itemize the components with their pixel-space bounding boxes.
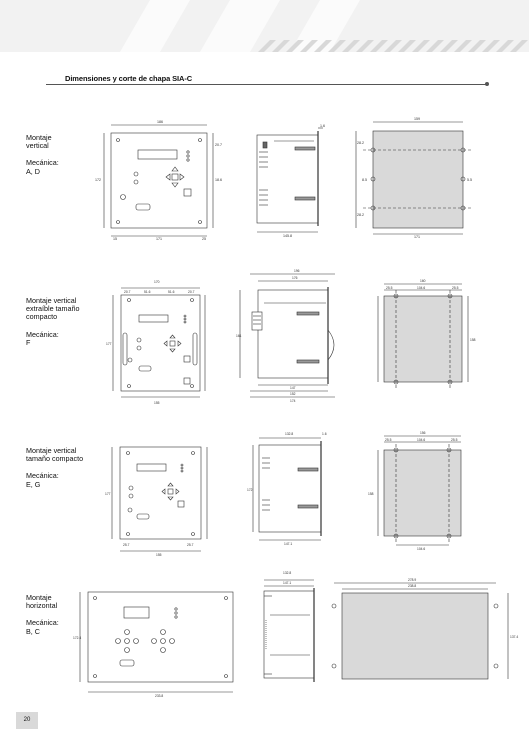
section-4-mec-value: B, C xyxy=(26,626,40,636)
section-3-mec-label: Mecánica: xyxy=(26,471,59,481)
section-3-mec-value: E, G xyxy=(26,479,41,489)
s1-dim-front-side2: 18.6 xyxy=(215,178,222,182)
s1-dim-cut-left1: 28.2 xyxy=(357,141,364,145)
s1-dim-cut-bottom: 171 xyxy=(414,235,420,239)
s4-cut-view xyxy=(332,583,508,679)
s2-dim-cut-h: 158 xyxy=(470,338,476,342)
s4-dim-front-bottom: 233.8 xyxy=(155,694,164,698)
s1-dim-cut-mid: 8.5 xyxy=(362,178,367,182)
s1-dim-side-top: 1.6 xyxy=(320,124,325,128)
s3-dim-front-bottom: 155 xyxy=(156,553,162,557)
section-4-mec-label: Mecánica: xyxy=(26,618,59,628)
s2-dim-front-h: 177 xyxy=(106,342,112,346)
s4-dim-front-h: 172.4 xyxy=(73,636,82,640)
s2-dim-front-bottom: 155 xyxy=(154,401,160,405)
s2-dim-cut-s2: 104.6 xyxy=(417,286,426,290)
s2-side-view xyxy=(240,274,335,397)
s2-dim-side-b2: 152 xyxy=(290,392,296,396)
s3-dim-side-r: 1.6 xyxy=(322,432,327,436)
s2-dim-front-seg1: 20.7 xyxy=(124,290,131,294)
s4-dim-cut-h: 137.4 xyxy=(510,635,519,639)
s3-dim-front-b1: 25.7 xyxy=(123,543,130,547)
s1-dim-front-right: 25 xyxy=(202,237,206,241)
s1-dim-cut-left2: 28.2 xyxy=(357,213,364,217)
s3-front-view xyxy=(112,447,207,551)
s2-dim-cut-s1: 25.5 xyxy=(386,286,393,290)
section-3-title: Montaje vertical tamaño compacto xyxy=(26,446,84,464)
s1-dim-cut-right: 5.5 xyxy=(467,178,472,182)
s4-dim-cut-top2: 238.8 xyxy=(408,584,417,588)
s1-dim-cut-top: 159 xyxy=(414,117,420,121)
s3-dim-side-h: 172 xyxy=(247,488,253,492)
section-1-title: Montaje vertical xyxy=(26,133,52,151)
s2-dim-side-top1: 196 xyxy=(294,269,300,273)
s3-dim-front-b2: 25.7 xyxy=(187,543,194,547)
section-4-title: Montaje horizontal xyxy=(26,593,58,611)
s2-dim-side-top2: 176 xyxy=(292,276,298,280)
s3-dim-cut-h: 158 xyxy=(368,492,374,496)
s4-dim-cut-top: 278.9 xyxy=(408,578,417,582)
s1-dim-front-left: 15 xyxy=(113,237,117,241)
section-2-mec-label: Mecánica: xyxy=(26,329,59,339)
s2-dim-side-b3: 174 xyxy=(290,399,296,403)
section-1-mec-label: Mecánica: xyxy=(26,158,59,168)
s2-dim-front-seg4: 20.7 xyxy=(188,290,195,294)
s2-dim-front-seg2: 51.6 xyxy=(144,290,151,294)
s2-dim-front-top: 170 xyxy=(154,280,160,284)
s1-side-view xyxy=(257,128,323,232)
s3-dim-cut-top: 156 xyxy=(420,431,426,435)
s2-dim-side-h: 161 xyxy=(236,334,242,338)
section-1-mec-value: A, D xyxy=(26,166,40,176)
section-2-title: Montaje vertical extraíble tamaño compacto xyxy=(26,296,80,322)
s3-dim-cut-s1: 25.5 xyxy=(385,438,392,442)
s1-dim-front-bottom: 171 xyxy=(156,237,162,241)
s2-front-view xyxy=(113,288,205,397)
s3-dim-cut-s2: 104.6 xyxy=(417,438,426,442)
s1-cut-view xyxy=(356,122,473,234)
s1-dim-front-w: 186 xyxy=(157,120,163,124)
s1-dim-side-bottom: 145.8 xyxy=(283,234,292,238)
s4-front-view xyxy=(80,592,233,692)
s4-side-view xyxy=(264,580,314,682)
s2-dim-cut-s3: 25.5 xyxy=(452,286,459,290)
s1-front-view xyxy=(104,125,213,236)
s3-side-view xyxy=(253,438,321,540)
s2-dim-front-seg3: 51.6 xyxy=(168,290,175,294)
section-2-mec-value: F xyxy=(26,337,31,347)
page-number: 20 xyxy=(16,712,38,729)
s4-dim-side-top2: 147.1 xyxy=(283,581,292,585)
s2-dim-cut-top: 160 xyxy=(420,279,426,283)
s3-dim-side-top: 132.8 xyxy=(285,432,294,436)
s1-dim-front-side1: 20.7 xyxy=(215,143,222,147)
s4-dim-side-top: 132.8 xyxy=(283,571,292,575)
page-title: Dimensiones y corte de chapa SIA-C xyxy=(65,74,193,83)
s3-dim-front-h: 177 xyxy=(105,492,111,496)
s3-dim-side-bottom: 147.1 xyxy=(284,542,293,546)
s3-cut-view xyxy=(378,436,461,545)
s2-dim-side-b1: 147 xyxy=(290,386,296,390)
s3-dim-cut-s3: 25.5 xyxy=(451,438,458,442)
s3-dim-cut-bottom: 104.6 xyxy=(417,547,426,551)
s1-dim-front-h: 172 xyxy=(95,178,101,182)
s2-cut-view xyxy=(378,284,468,388)
